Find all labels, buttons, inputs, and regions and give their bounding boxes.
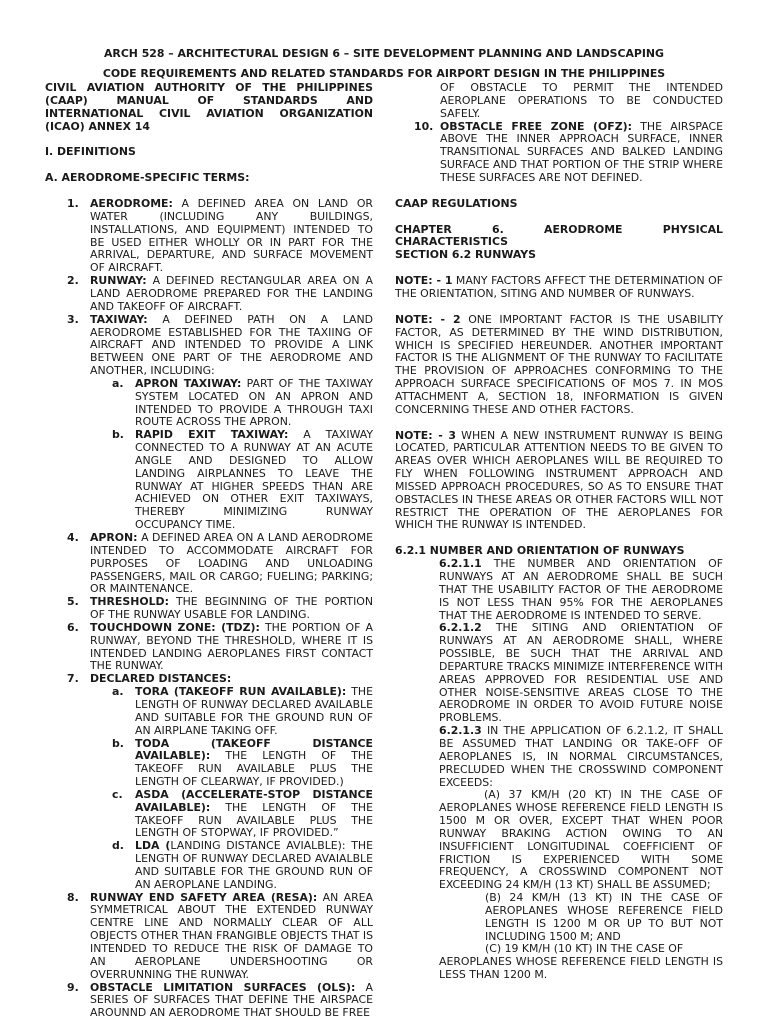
term: APRON: (90, 531, 138, 544)
term: THRESHOLD: (90, 595, 169, 609)
item-letter: d. (112, 839, 124, 853)
item-letter: b. (112, 736, 124, 750)
definition: THE LENGTH OF THE TAKEOFF RUN AVAILABLE PLUS THE LENGTH OF CLEARWAY, IF PROVIDED.) (135, 749, 373, 789)
caap-regulations-heading: CAAP REGULATIONS (395, 196, 518, 210)
sub-item-lda (90, 840, 373, 891)
definition: A DEFINED AREA ON LAND OR WATER (INCLUDING ANY BUILDINGS, INSTALLATIONS, AND EQUIPMENT) INTENDED TO BE USED EITHER WHOLLY OR IN PART FOR THE ARRIVAL, DEPARTURE, AND SURFACE MOVEMENT OF AIRCRAFT. (90, 197, 373, 275)
definition: THE AIRSPACE ABOVE THE INNER APPROACH SURFACE, INNER TRANSITIONAL SURFACES AND BALKED LANDING SURFACE AND THAT PORTION OF THE STRIP WHERE THESE SURFACES ARE NOT DEFINED. (440, 119, 723, 184)
note-label: NOTE: - 3 (395, 428, 456, 442)
definition: AN AREA SYMMETRICAL ABOUT THE EXTENDED RUNWAY CENTRE LINE AND NORMALLY CLEAR OF ALL OBJECTS OTHER THAN FRANGIBLE OBJECTS THAT IS INTENDED TO REDUCE THE RISK OF DAMAGE TO AN AEROPLANE UNDERSHOOTING OR OVERRUNNING THE RUNWAY. (90, 890, 373, 981)
item-number: 4. (67, 531, 79, 544)
definition: THE PORTION OF A RUNWAY, BEYOND THE THRESHOLD, WHERE IT IS INTENDED LANDING AEROPLANES FIRST CONTACT THE RUNWAY. (90, 620, 373, 673)
note-text: MANY FACTORS AFFECT THE DETERMINATION OF THE ORIENTATION, SITING AND NUMBER OF RUNWAYS. (395, 274, 724, 300)
declared-distances-sublist (90, 686, 373, 892)
crosswind-case-c-rest: AEROPLANES WHOSE REFERENCE FIELD LENGTH IS LESS THAN 1200 M. (439, 955, 723, 982)
term: APRON TAXIWAY: (135, 376, 242, 390)
definition-item-taxiway (45, 314, 373, 532)
note-2 (395, 314, 723, 417)
definition: A DEFINED RECTANGULAR AREA ON A LAND AERODROME PREPARED FOR THE LANDING AND TAKEOFF OF AIRCRAFT. (90, 274, 373, 313)
term: AERODROME: (90, 197, 173, 211)
term: ASDA (ACCELERATE-STOP DISTANCE AVAILABLE): (135, 787, 373, 814)
caap-heading: CIVIL AVIATION AUTHORITY OF THE PHILIPPINES (CAAP) MANUAL OF STANDARDS AND INTERNATIONAL CIVIL AVIATION ORGANIZATION (ICAO) ANNEX 14 (45, 81, 373, 133)
term: OBSTACLE LIMITATION SURFACES (OLS): (90, 980, 356, 994)
paragraph-number: 6.2.1.3 (439, 724, 482, 738)
paragraph-6-2-1-3 (395, 725, 723, 789)
section-definitions: I. DEFINITIONS (45, 145, 136, 159)
note-text: ONE IMPORTANT FACTOR IS THE USABILITY FACTOR, AS DETERMINED BY THE WIND DISTRIBUTION, WHICH IS SPECIFIED HEREUNDER. ANOTHER IMPORTANT FACTOR IS THE ALIGNMENT OF THE RUNWAY TO FACILITATE THE PROVISION OF APPROACHES CONFORMING TO THE APPROACH SURFACE SPECIFICATIONS OF MOS 7. IN MOS ATTACHMENT A, SECTION 18, INFORMATION IS GIVEN CONCERNING THESE AND OTHER FACTORS. (395, 312, 723, 416)
definition: A DEFINED AREA ON A LAND AERODROME INTENDED TO ACCOMMODATE AIRCRAFT FOR PURPOSES OF LOADING AND UNLOADING PASSENGERS, MAIL OR CARGO; FUELING; PARKING; OR MAINTENANCE. (90, 531, 373, 596)
crosswind-case-c-first-line: (C) 19 KM/H (10 KT) IN THE CASE OF (485, 942, 684, 956)
item-number: 9. (67, 980, 79, 994)
item-number: 6. (67, 620, 79, 634)
note-1 (395, 275, 723, 301)
definition-item-threshold (45, 596, 373, 622)
definition-item-runway (45, 275, 373, 314)
section-heading: SECTION 6.2 RUNWAYS (395, 248, 536, 262)
term: LDA ( (135, 839, 171, 853)
definition: THE LENGTH OF THE TAKEOFF RUN AVAILABLE PLUS THE LENGTH OF STOPWAY, IF PROVIDED.” (135, 800, 373, 840)
definition: LANDING DISTANCE AVIALBLE): THE LENGTH OF RUNWAY DECLARED AVAIALBLE AND SUITABLE FOR THE GROUND RUN OF AN AEROPLANE LANDING. (135, 839, 373, 891)
definition-item-ols-continued: OF OBSTACLE TO PERMIT THE INTENDED AEROPLANE OPERATIONS TO BE CONDUCTED SAFELY. (440, 81, 723, 120)
document-header (0, 44, 768, 84)
sub-item-tora (90, 686, 373, 737)
note-3 (395, 430, 723, 533)
definition: A DEFINED PATH ON A LAND AERODROME ESTABLISHED FOR THE TAXIING OF AIRCRAFT AND INTENDED TO PROVIDE A LINK BETWEEN ONE PART OF THE AERODROME AND ANOTHER, INCLUDING: (90, 312, 373, 378)
term: TOUCHDOWN ZONE: (TDZ): (90, 620, 260, 634)
definition-item-ofz (395, 121, 723, 185)
item-letter: c. (112, 787, 123, 801)
crosswind-case-a: (A) 37 KM/H (20 KT) IN THE CASE OF AEROPLANES WHOSE REFERENCE FIELD LENGTH IS 1500 M OR OVER, EXCEPT THAT WHEN POOR RUNWAY BRAKING ACTION OWING TO AN INSUFFICIENT LONGITUDINAL COEFFICIENT OF FRICTION IS EXPERIENCED WITH SOME FREQUENCY, A CROSSWIND COMPONENT NOT EXCEEDING 24 KM/H (13 KT) SHALL BE ASSUMED; (439, 788, 723, 892)
term: TORA (TAKEOFF RUN AVAILABLE): (135, 685, 347, 699)
paragraph-6-2-1-2 (395, 622, 723, 725)
item-letter: a. (112, 685, 124, 699)
paragraph-text: THE NUMBER AND ORIENTATION OF RUNWAYS AT AN AERODROME SHALL BE SUCH THAT THE USABILITY FACTOR OF THE AERODROME IS NOT LESS THAN 95% FOR THE AEROPLANES THAT THE AERODROME IS INTENDED TO SERVE. (439, 557, 723, 622)
note-text: WHEN A NEW INSTRUMENT RUNWAY IS BEING LOCATED, PARTICULAR ATTENTION NEEDS TO BE GIVEN TO AREAS OVER WHICH AEROPLANES WILL BE REQUIRED TO FLY WHEN FOLLOWING INSTRUMENT APPROACH AND MISSED APPROACH PROCEDURES, SO AS TO ENSURE THAT OBSTACLES IN THESE AREAS OR OTHER FACTORS WILL NOT RESTRICT THE OPERATION OF THE AEROPLANES FOR WHICH THE RUNWAY IS INTENDED. (395, 428, 723, 532)
term: DECLARED DISTANCES: (90, 672, 232, 686)
sub-item-rapid-exit-taxiway (90, 429, 373, 532)
definitions-list-continued (395, 121, 723, 185)
crosswind-case-b: (B) 24 KM/H (13 KT) IN THE CASE OF AEROPLANES WHOSE REFERENCE FIELD LENGTH IS 1200 M OR UP TO BUT NOT INCLUDING 1500 M; AND (485, 891, 723, 943)
header-document-title: CODE REQUIREMENTS AND RELATED STANDARDS FOR AIRPORT DESIGN IN THE PHILIPPINES (102, 67, 666, 80)
paragraph-6-2-1-1 (395, 558, 723, 622)
definition: THE LENGTH OF RUNWAY DECLARED AVAILABLE AND SUITABLE FOR THE GROUND RUN OF AN AIRPLANE TAKING OFF. (135, 685, 374, 737)
term: RUNWAY END SAFETY AREA (RESA): (90, 890, 318, 904)
definition-item-resa (45, 892, 373, 982)
right-column (395, 82, 723, 982)
header-course-title: ARCH 528 – ARCHITECTURAL DESIGN 6 – SITE DEVELOPMENT PLANNING AND LANDSCAPING (104, 47, 664, 60)
term: RAPID EXIT TAXIWAY: (135, 428, 289, 442)
definition-item-aerodrome (45, 198, 373, 275)
definition: PART OF THE TAXIWAY SYSTEM LOCATED ON AN APRON AND INTENDED TO PROVIDE A THROUGH TAXI ROUTE ACROSS THE APRON. (135, 376, 374, 429)
item-number: 8. (67, 890, 79, 904)
term: TODA (TAKEOFF DISTANCE AVAILABLE): (135, 736, 373, 763)
definition-item-declared-distances (45, 673, 373, 891)
item-number: 10. (414, 119, 434, 133)
subsection-621-heading: 6.2.1 NUMBER AND ORIENTATION OF RUNWAYS (395, 544, 685, 558)
term: OBSTACLE FREE ZONE (OFZ): (440, 119, 632, 133)
item-number: 1. (67, 197, 79, 211)
paragraph-number: 6.2.1.2 (439, 621, 482, 635)
item-number: 3. (67, 312, 79, 326)
note-label: NOTE: - 2 (395, 312, 461, 326)
sub-item-toda (90, 738, 373, 789)
item-number: 5. (67, 595, 79, 609)
item-number: 2. (67, 274, 79, 288)
sub-item-asda (90, 789, 373, 840)
definition: A SERIES OF SURFACES THAT DEFINE THE AIRSPACE AROUNND AN AERODROME THAT SHOULD BE FREE (90, 980, 373, 1020)
item-letter: a. (112, 376, 124, 390)
item-letter: b. (112, 428, 124, 442)
paragraph-number: 6.2.1.1 (439, 557, 482, 571)
definition-item-apron (45, 532, 373, 596)
sub-item-apron-taxiway (90, 378, 373, 429)
chapter-heading: CHAPTER 6. AERODROME PHYSICAL CHARACTERISTICS (395, 222, 723, 249)
definition: A TAXIWAY CONNECTED TO A RUNWAY AT AN ACUTE ANGLE AND DESIGNED TO ALLOW LANDING AIRPLANNES TO LEAVE THE RUNWAY AT HIGHER SPEEDS THAN ARE ACHIEVED ON OTHER EXIT TAXIWAYS, THEREBY MINIMIZING RUNWAY OCCUPANCY TIME. (135, 428, 373, 532)
definition: THE BEGINNING OF THE PORTION OF THE RUNWAY USABLE FOR LANDING. (90, 595, 373, 622)
paragraph-text: THE SITING AND ORIENTATION OF RUNWAYS AT AN AERODROME SHALL, WHERE POSSIBLE, BE SUCH THAT THE ARRIVAL AND DEPARTURE TRACKS MINIMIZE INTERFERENCE WITH AREAS APPROVED FOR RESIDENTIAL USE AND OTHER NOISE-SENSITIVE AREAS CLOSE TO THE AERODROME IN ORDER TO AVOID FUTURE NOISE PROBLEMS. (439, 621, 723, 725)
term: RUNWAY: (90, 274, 147, 288)
paragraph-text: IN THE APPLICATION OF 6.2.1.2, IT SHALL BE ASSUMED THAT LANDING OR TAKE-OFF OF AEROPLANES IS, IN NORMAL CIRCUMSTANCES, PRECLUDED WHEN THE CROSSWIND COMPONENT EXCEEDS: (439, 724, 723, 789)
definition-item-ols (45, 982, 373, 1021)
left-column (45, 82, 373, 1020)
subsection-aerodrome-terms: A. AERODROME-SPECIFIC TERMS: (45, 171, 250, 185)
definitions-list (45, 198, 373, 1020)
definition-item-touchdown-zone (45, 622, 373, 673)
item-number: 7. (67, 672, 79, 686)
note-label: NOTE: - 1 (395, 274, 453, 288)
term: TAXIWAY: (90, 312, 148, 326)
taxiway-sublist (90, 378, 373, 532)
